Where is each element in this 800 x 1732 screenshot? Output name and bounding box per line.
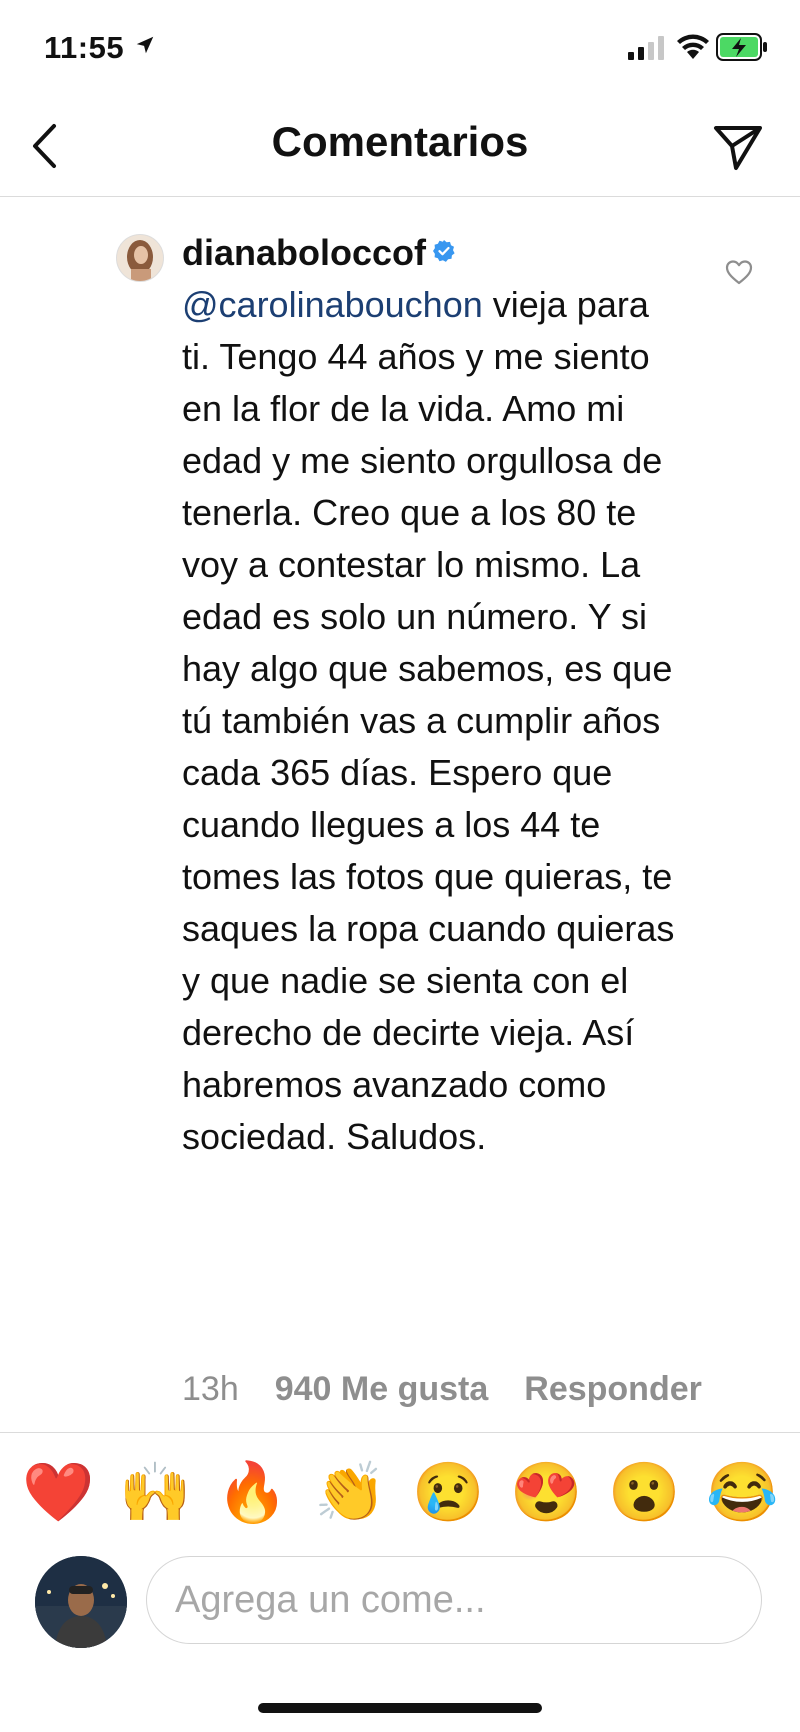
header: [0, 96, 800, 197]
comment-input-row: [0, 1552, 800, 1662]
status-bar: [0, 0, 800, 96]
emoji-clapping-button[interactable]: 👏: [314, 1460, 387, 1525]
comment-username[interactable]: dianaboloccof: [182, 232, 427, 273]
wifi-icon: [676, 33, 710, 59]
paper-plane-icon[interactable]: [712, 122, 764, 174]
battery-charging-icon: [716, 33, 768, 61]
comment-input[interactable]: [146, 1556, 762, 1644]
emoji-heart-button[interactable]: ❤️: [22, 1460, 95, 1525]
emoji-crying-button[interactable]: 😢: [412, 1460, 485, 1525]
emoji-raised-hands-button[interactable]: 🙌: [119, 1460, 192, 1525]
comment-time: 13h: [182, 1370, 239, 1408]
verified-badge-icon: [432, 239, 456, 263]
home-indicator: [258, 1703, 542, 1713]
reply-button[interactable]: Responder: [524, 1370, 702, 1408]
user-avatar: [35, 1556, 127, 1648]
comment-meta: [182, 1370, 702, 1409]
likes-count-link[interactable]: 940 Me gusta: [274, 1370, 489, 1408]
comment-message: vieja para ti. Tengo 44 años y me siento en la flor de la vida. Amo mi edad y me siento orgullosa de tenerla. Creo que a los 80 te voy a contestar lo mismo. La edad es solo un número. Y si hay algo que sabemos, es que tú también vas a cumplir años cada 365 días. Espero que cuando llegues a los 44 te tomes las fotos que quieras, te saques la ropa cuando quieras y que nadie se sienta con el derecho de decirte vieja. Así habremos avanzado como sociedad. Saludos.: [182, 284, 675, 1157]
location-arrow-icon: [134, 34, 156, 56]
user-avatar-photo-icon: [35, 1556, 127, 1648]
heart-outline-icon[interactable]: [724, 257, 754, 287]
comment-mention[interactable]: @carolinabouchon: [182, 284, 483, 325]
page-title: Comentarios: [271, 118, 529, 165]
signal-icon: [628, 36, 668, 60]
emoji-laughing-button[interactable]: 😂: [706, 1460, 779, 1525]
emoji-fire-button[interactable]: 🔥: [216, 1460, 289, 1525]
emoji-heart-eyes-button[interactable]: 😍: [510, 1460, 583, 1525]
emoji-quick-bar: [0, 1432, 800, 1553]
comment: [0, 197, 800, 1432]
comment-text: [182, 227, 682, 1163]
status-time: 11:55: [44, 30, 125, 65]
commenter-avatar[interactable]: [116, 234, 164, 282]
avatar-photo-icon: [117, 235, 163, 281]
emoji-surprised-button[interactable]: 😮: [608, 1460, 681, 1525]
